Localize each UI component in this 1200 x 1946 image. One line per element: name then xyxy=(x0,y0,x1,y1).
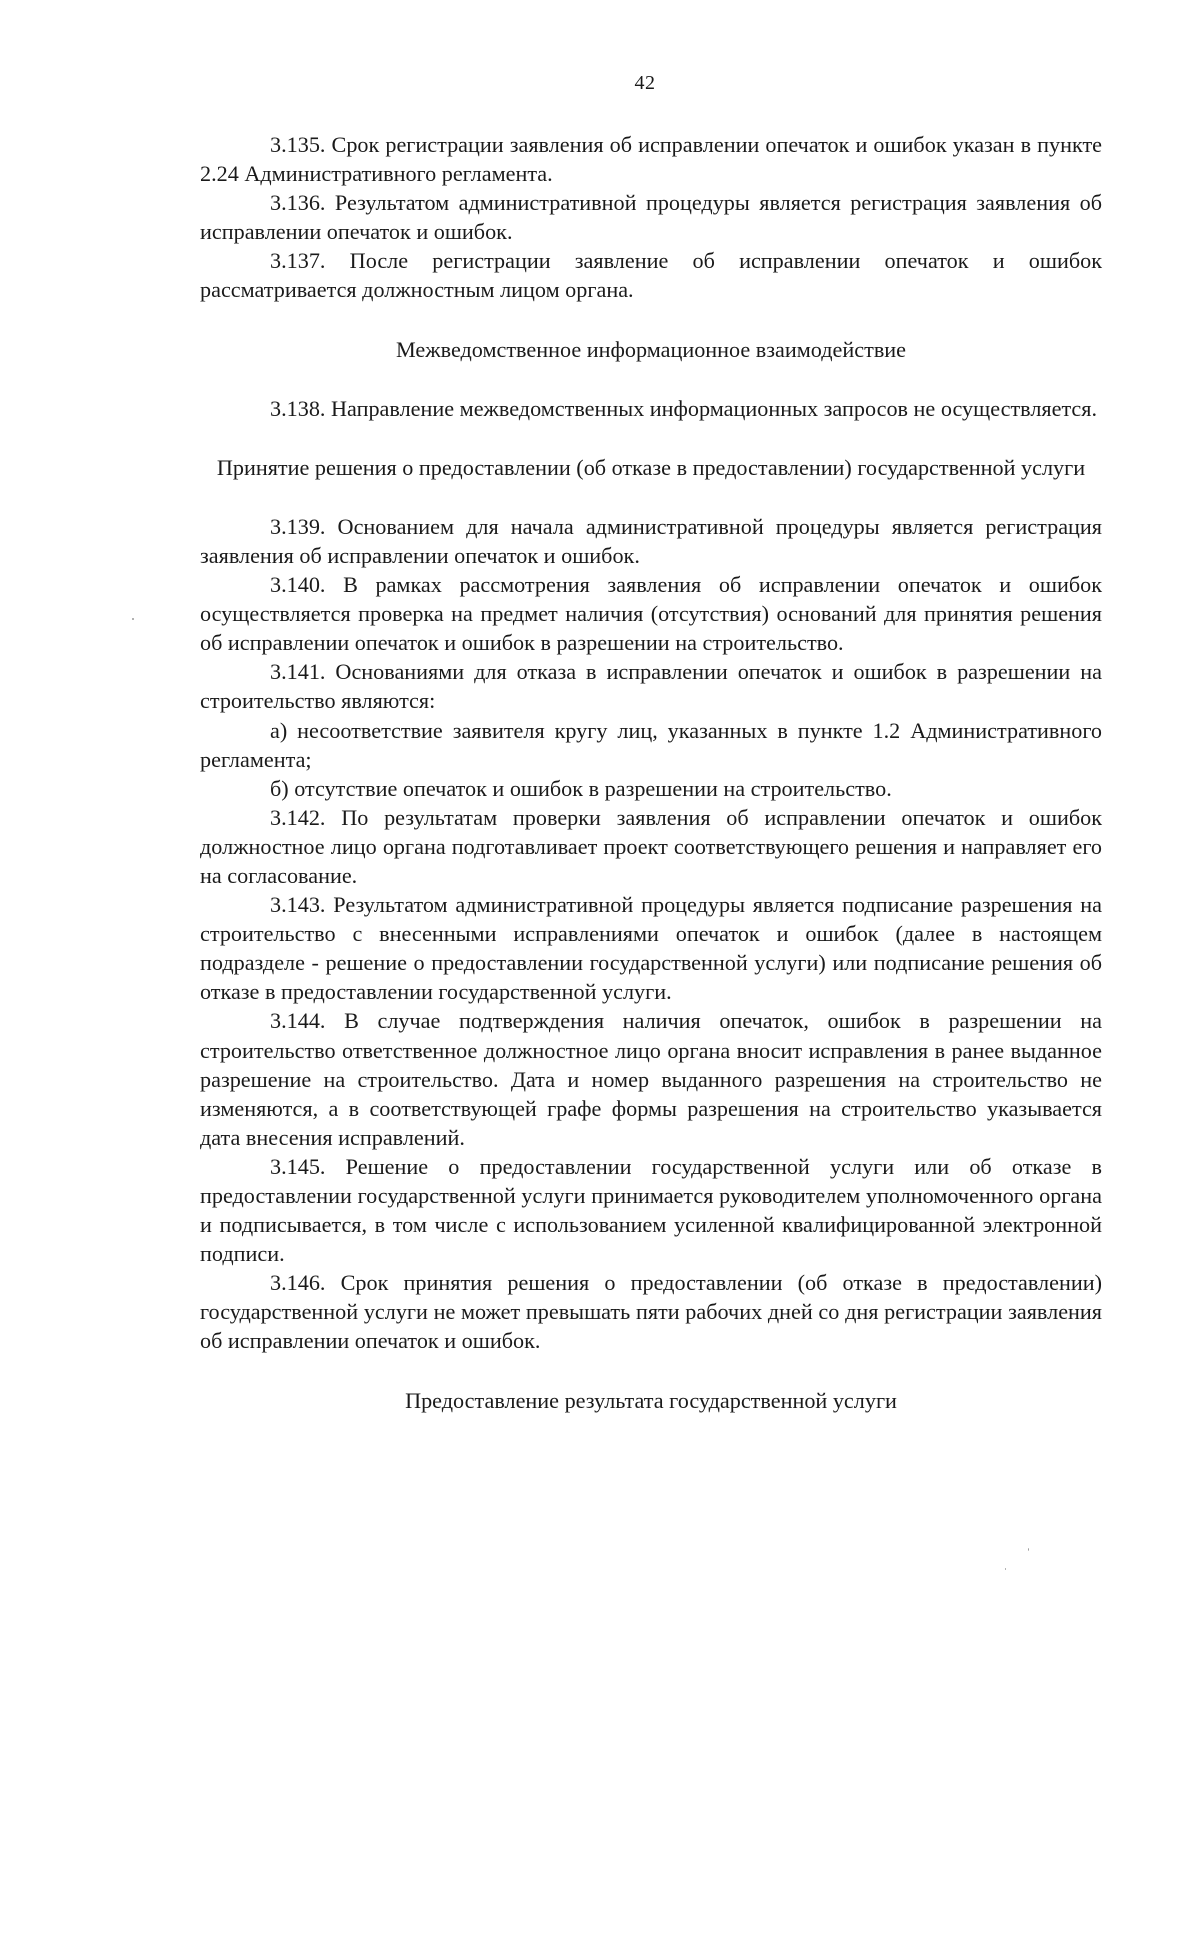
paragraph-3-142: 3.142. По результатам проверки заявления об исправлении опечаток и ошибок должностное лицо органа подготавливает проект соответствующего решения и направляет его на согласование. xyxy=(200,804,1102,888)
paragraph-3-144: 3.144. В случае подтверждения наличия опечаток, ошибок в разрешении на строительство ответственное должностное лицо органа вносит исправления в ранее выданное разрешение на строительство. Дата и номер выданного разрешения на строительство не изменяются, а в соответствующей графе формы разрешения на строительство указывается дата внесения исправлений. xyxy=(200,1008,1102,1150)
section-heading-interagency: Межведомственное информационное взаимодействие xyxy=(395,336,907,362)
paragraph-3-135: 3.135. Срок регистрации заявления об исправлении опечаток и ошибок указан в пункте 2.24 Административного регламента. xyxy=(200,132,1102,187)
paragraph-3-137: 3.137. После регистрации заявление об исправлении опечаток и ошибок рассматривается должностным лицом органа. xyxy=(200,248,1102,303)
page-number: 42 xyxy=(634,72,656,94)
paragraph-3-145: 3.145. Решение о предоставлении государственной услуги или об отказе в предоставлении государственной услуги принимается руководителем уполномоченного органа и подписывается, в том числе с использованием усиленной квалифицированной электронной подписи. xyxy=(200,1153,1102,1267)
paragraph-3-143: 3.143. Результатом административной процедуры является подписание разрешения на строительство с внесенными исправлениями опечаток и ошибок (далее в настоящем подразделе - решение о предоставлении государственной услуги) или подписание решения об отказе в предоставлении государственной услуги. xyxy=(200,892,1102,1005)
paragraph-3-146: 3.146. Срок принятия решения о предоставлении (об отказе в предоставлении) государственной услуги не может превышать пяти рабочих дней со дня регистрации заявления об исправлении опечаток и ошибок. xyxy=(200,1270,1102,1354)
scan-speck xyxy=(132,618,134,620)
section-heading-result: Предоставление результата государственной услуги xyxy=(405,1387,897,1413)
list-item-b: б) отсутствие опечаток и ошибок в разрешении на строительство. xyxy=(270,775,892,801)
scan-speck xyxy=(1028,1548,1029,1551)
paragraph-3-139: 3.139. Основанием для начала административной процедуры является регистрация заявления об исправлении опечаток и ошибок. xyxy=(200,513,1102,568)
page-content xyxy=(200,130,1102,1415)
list-item-a: а) несоответствие заявителя кругу лиц, указанных в пункте 1.2 Административного регламента; xyxy=(200,717,1102,772)
paragraph-3-136: 3.136. Результатом административной процедуры является регистрация заявления об исправлении опечаток и ошибок. xyxy=(200,190,1102,245)
scan-speck xyxy=(1005,1568,1006,1570)
paragraph-3-138: 3.138. Направление межведомственных информационных запросов не осуществляется. xyxy=(270,395,1098,421)
paragraph-3-141: 3.141. Основаниями для отказа в исправлении опечаток и ошибок в разрешении на строительство являются: xyxy=(200,659,1102,714)
section-heading-decision: Принятие решения о предоставлении (об отказе в предоставлении) государственной услуги xyxy=(216,454,1086,480)
paragraph-3-140: 3.140. В рамках рассмотрения заявления об исправлении опечаток и ошибок осуществляется проверка на предмет наличия (отсутствия) оснований для принятия решения об исправлении опечаток и ошибок в разрешении на строительство. xyxy=(200,572,1102,656)
